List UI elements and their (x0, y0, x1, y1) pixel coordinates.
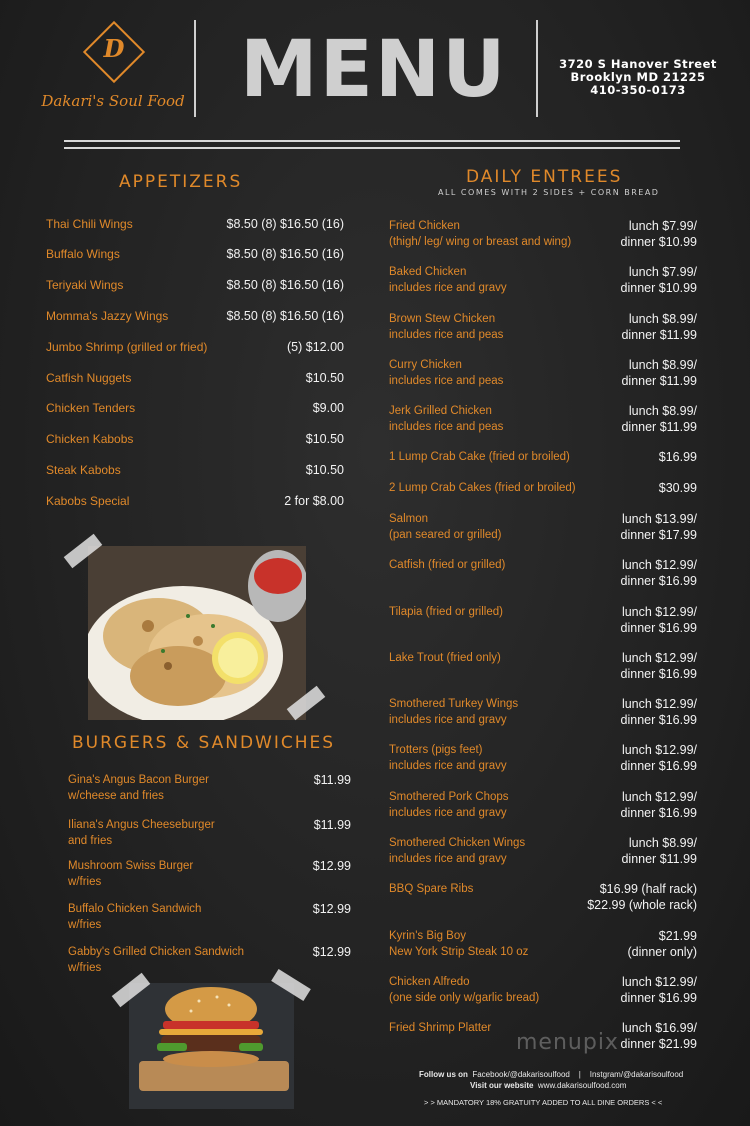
menu-item-price: lunch $12.99/ dinner $16.99 (620, 790, 697, 820)
menu-item (46, 431, 344, 447)
menu-item-name: Lake Trout (fried only) (389, 652, 501, 664)
menu-item-name: BBQ Spare Ribs (389, 883, 474, 895)
menu-item-price: lunch $12.99/ dinner $16.99 (620, 697, 697, 727)
menu-item-name: Kabobs Special (46, 494, 130, 508)
menu-item-price: $21.99 (dinner only) (627, 929, 697, 959)
menu-item (389, 403, 697, 435)
menu-item (68, 858, 351, 890)
menu-item (389, 696, 697, 728)
menu-item-price: $8.50 (8) $16.50 (16) (226, 309, 344, 323)
menu-item-price: $10.50 (305, 463, 344, 477)
menu-item-name: Catfish (fried or grilled) (389, 559, 506, 571)
menu-item (46, 462, 344, 478)
menu-item (389, 480, 697, 496)
menu-item-name: Chicken Kabobs (46, 432, 134, 446)
follow-label: Follow us on (419, 1070, 468, 1079)
crab-cake-illustration (88, 546, 306, 720)
menu-item-name: Salmon (pan seared or grilled) (389, 513, 502, 541)
header-rule-bottom (64, 147, 680, 149)
menu-item-price: $10.50 (305, 371, 344, 385)
menu-item-name: Chicken Tenders (46, 401, 136, 415)
menu-item (389, 928, 697, 960)
menu-item-name: Trotters (pigs feet) includes rice and gravy (389, 744, 507, 772)
menu-item-price: $11.99 (313, 818, 351, 832)
menu-item-price: lunch $12.99/ dinner $16.99 (620, 651, 697, 681)
menu-item-price: $11.99 (313, 773, 351, 787)
social-separator: | (578, 1070, 581, 1079)
menu-item (389, 557, 697, 589)
brand-name: Dakari's Soul Food (41, 92, 185, 110)
menu-item-name: Kyrin's Big Boy New York Strip Steak 10 oz (389, 930, 529, 958)
menu-item (46, 400, 344, 416)
website-label: Visit our website (470, 1081, 534, 1090)
social-links (419, 1070, 683, 1079)
menu-item-name: Iliana's Angus Cheeseburger and fries (68, 819, 215, 847)
menu-item-price: lunch $8.99/ dinner $11.99 (621, 312, 697, 342)
menu-item-price: $12.99 (312, 902, 351, 916)
menu-item (389, 974, 697, 1006)
menu-item (389, 835, 697, 867)
menu-item (46, 370, 344, 386)
menu-item-name: Thai Chili Wings (46, 217, 133, 231)
header-rule-top (64, 140, 680, 142)
address-line2: Brooklyn MD 21225 (570, 70, 706, 84)
menu-item-name: Brown Stew Chicken includes rice and peas (389, 313, 504, 341)
website-link[interactable]: www.dakarisoulfood.com (537, 1081, 627, 1090)
menu-item-name: Buffalo Wings (46, 247, 120, 261)
menu-item-price: lunch $12.99/ dinner $16.99 (620, 975, 697, 1005)
menu-item-price: lunch $13.99/ dinner $17.99 (620, 512, 697, 542)
menu-item (389, 650, 697, 682)
menu-item-price: $30.99 (658, 481, 697, 495)
menu-item (389, 357, 697, 389)
burger-photo (129, 983, 294, 1109)
menu-item-name: Gabby's Grilled Chicken Sandwich w/fries (68, 946, 245, 974)
menu-item-name: Smothered Chicken Wings includes rice and gravy (389, 837, 526, 865)
menu-item-name: Fried Shrimp Platter (389, 1022, 492, 1034)
menu-item-name: Baked Chicken includes rice and gravy (389, 266, 507, 294)
website-line (470, 1081, 626, 1090)
page-title: MENU (240, 25, 508, 115)
menu-item (389, 789, 697, 821)
menu-item (46, 493, 344, 509)
menu-item (389, 311, 697, 343)
menu-item (389, 742, 697, 774)
menu-item-price: lunch $12.99/ dinner $16.99 (620, 558, 697, 588)
menu-item-name: 1 Lump Crab Cake (fried or broiled) (389, 451, 570, 463)
menu-item-price: lunch $8.99/ dinner $11.99 (621, 358, 697, 388)
menu-item (68, 817, 351, 849)
header-divider-left (194, 20, 196, 117)
menu-item-name: 2 Lump Crab Cakes (fried or broiled) (389, 482, 576, 494)
menu-item-price: (5) $12.00 (287, 340, 344, 354)
menu-item-name: Steak Kabobs (46, 463, 121, 477)
menu-item-name: Gina's Angus Bacon Burger w/cheese and fries (68, 774, 209, 802)
menu-item-name: Smothered Pork Chops includes rice and gravy (389, 791, 509, 819)
menu-item (389, 449, 697, 465)
menu-item (68, 944, 351, 976)
appetizers-title: APPETIZERS (119, 172, 243, 192)
menu-item (46, 216, 344, 232)
menu-item-price: $12.99 (312, 859, 351, 873)
menu-item-price: lunch $12.99/ dinner $16.99 (620, 743, 697, 773)
menu-item-price: lunch $12.99/ dinner $16.99 (620, 605, 697, 635)
menu-item-price: $10.50 (305, 432, 344, 446)
restaurant-address (548, 58, 728, 97)
menu-item (389, 604, 697, 636)
menu-item (46, 277, 344, 293)
entrees-subtitle: ALL COMES WITH 2 SIDES + CORN BREAD (438, 188, 660, 197)
facebook-link[interactable]: Facebook/@dakarisoulfood (472, 1070, 570, 1079)
menu-item-price: 2 for $8.00 (284, 494, 344, 508)
menu-item-name: Jumbo Shrimp (grilled or fried) (46, 340, 208, 354)
menu-item-price: $16.99 (half rack) $22.99 (whole rack) (587, 882, 697, 912)
menu-item-price: lunch $16.99/ dinner $21.99 (620, 1021, 697, 1051)
menu-item-price: $9.00 (312, 401, 344, 415)
menu-item-name: Fried Chicken (thigh/ leg/ wing or breast and wing) (389, 220, 572, 248)
menu-item-name: Smothered Turkey Wings includes rice and gravy (389, 698, 519, 726)
logo (38, 22, 188, 122)
menu-item-price: $12.99 (312, 945, 351, 959)
menu-item (389, 881, 697, 913)
header-divider-right (536, 20, 538, 117)
gratuity-notice: > > MANDATORY 18% GRATUITY ADDED TO ALL DINE ORDERS < < (424, 1098, 663, 1107)
menu-item-price: lunch $7.99/ dinner $10.99 (620, 219, 697, 249)
instagram-link[interactable]: Instgram/@dakarisoulfood (589, 1070, 684, 1079)
menu-item-price: $8.50 (8) $16.50 (16) (226, 217, 344, 231)
menu-item-name: Catfish Nuggets (46, 371, 132, 385)
crab-cake-photo (88, 546, 306, 720)
menu-item-price: lunch $7.99/ dinner $10.99 (620, 265, 697, 295)
menu-item-name: Curry Chicken includes rice and peas (389, 359, 504, 387)
menu-item (389, 218, 697, 250)
menu-item-price: lunch $8.99/ dinner $11.99 (621, 404, 697, 434)
phone-number: 410-350-0173 (590, 83, 686, 97)
burgers-title: BURGERS & SANDWICHES (72, 733, 336, 753)
menu-item (389, 264, 697, 296)
menu-item-price: lunch $8.99/ dinner $11.99 (621, 836, 697, 866)
menu-item-name: Momma's Jazzy Wings (46, 309, 169, 323)
menu-item (46, 246, 344, 262)
menu-item-name: Mushroom Swiss Burger w/fries (68, 860, 194, 888)
menu-item (389, 511, 697, 543)
menu-item-name: Jerk Grilled Chicken includes rice and peas (389, 405, 504, 433)
menu-item-name: Teriyaki Wings (46, 278, 124, 292)
burger-illustration (129, 983, 294, 1109)
menu-item-name: Chicken Alfredo (one side only w/garlic bread) (389, 976, 540, 1004)
menu-item-name: Tilapia (fried or grilled) (389, 606, 503, 618)
menu-item (46, 339, 344, 355)
watermark: menupix (516, 1030, 619, 1055)
address-line1: 3720 S Hanover Street (559, 57, 717, 71)
menu-item (46, 308, 344, 324)
menu-item-name: Buffalo Chicken Sandwich w/fries (68, 903, 202, 931)
logo-letter: D (103, 34, 125, 63)
menu-item (68, 772, 351, 804)
menu-item-price: $8.50 (8) $16.50 (16) (226, 247, 344, 261)
entrees-title: DAILY ENTREES (466, 167, 623, 187)
menu-item (68, 901, 351, 933)
menu-item-price: $8.50 (8) $16.50 (16) (226, 278, 344, 292)
menu-item-price: $16.99 (658, 450, 697, 464)
